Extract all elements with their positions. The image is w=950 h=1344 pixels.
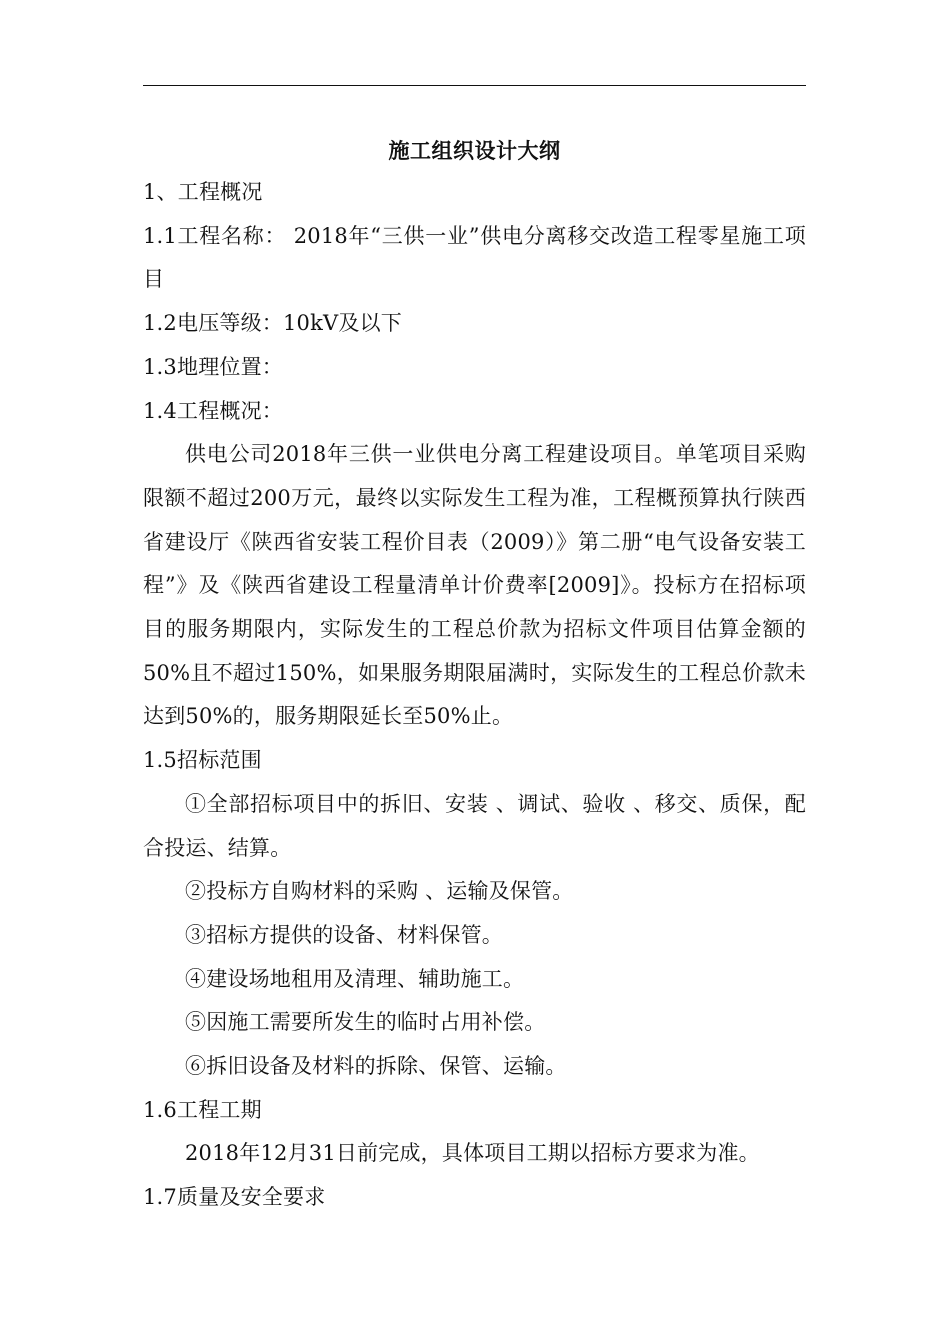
document-body — [143, 171, 806, 1220]
voltage-level: 1.2电压等级：10kV及以下 — [143, 311, 403, 336]
scope-item-3: ③招标方提供的设备、材料保管。 — [185, 922, 503, 947]
schedule-heading: 1.6工程工期 — [143, 1097, 262, 1122]
scope-item-5: ⑤因施工需要所发生的临时占用补偿。 — [185, 1010, 546, 1035]
quality-heading: 1.7质量及安全要求 — [143, 1185, 326, 1210]
header-rule — [143, 85, 806, 86]
scope-item-1: ①全部招标项目中的拆旧、安装 、调试、验收 、移交、质保，配合投运、结算。 — [143, 791, 806, 860]
overview-heading: 1.4工程概况： — [143, 398, 283, 423]
scope-item-6: ⑥拆旧设备及材料的拆除、保管、运输。 — [185, 1054, 567, 1079]
document-title: 施工组织设计大纲 — [388, 138, 561, 163]
location: 1.3地理位置： — [143, 354, 283, 379]
section-heading: 1、工程概况 — [143, 180, 263, 204]
scope-item-2: ②投标方自购材料的采购 、运输及保管。 — [185, 879, 574, 904]
scope-item-4: ④建设场地租用及清理、辅助施工。 — [185, 966, 525, 991]
project-name: 1.1工程名称： 2018年“三供一业”供电分离移交改造工程零星施工项目 — [143, 223, 806, 292]
overview-paragraph: 供电公司2018年三供一业供电分离工程建设项目。单笔项目采购限额不超过200万元，最终以实际发生工程为准，工程概预算执行陕西省建设厅《陕西省安装工程价目表（2009）》第二册“电气设备安装工程”》及《陕西省建设工程量清单计价费率[2009]》。投标方在招标项目的服务期限内，实际发生的工程总价款为招标文件项目估算金额的50%且不超过150%，如果服务期限届满时，实际发生的工程总价款未达到50%的，服务期限延长至50%止。 — [143, 442, 806, 729]
scope-heading: 1.5招标范围 — [143, 748, 262, 773]
schedule-paragraph: 2018年12月31日前完成，具体项目工期以招标方要求为准。 — [185, 1141, 760, 1166]
